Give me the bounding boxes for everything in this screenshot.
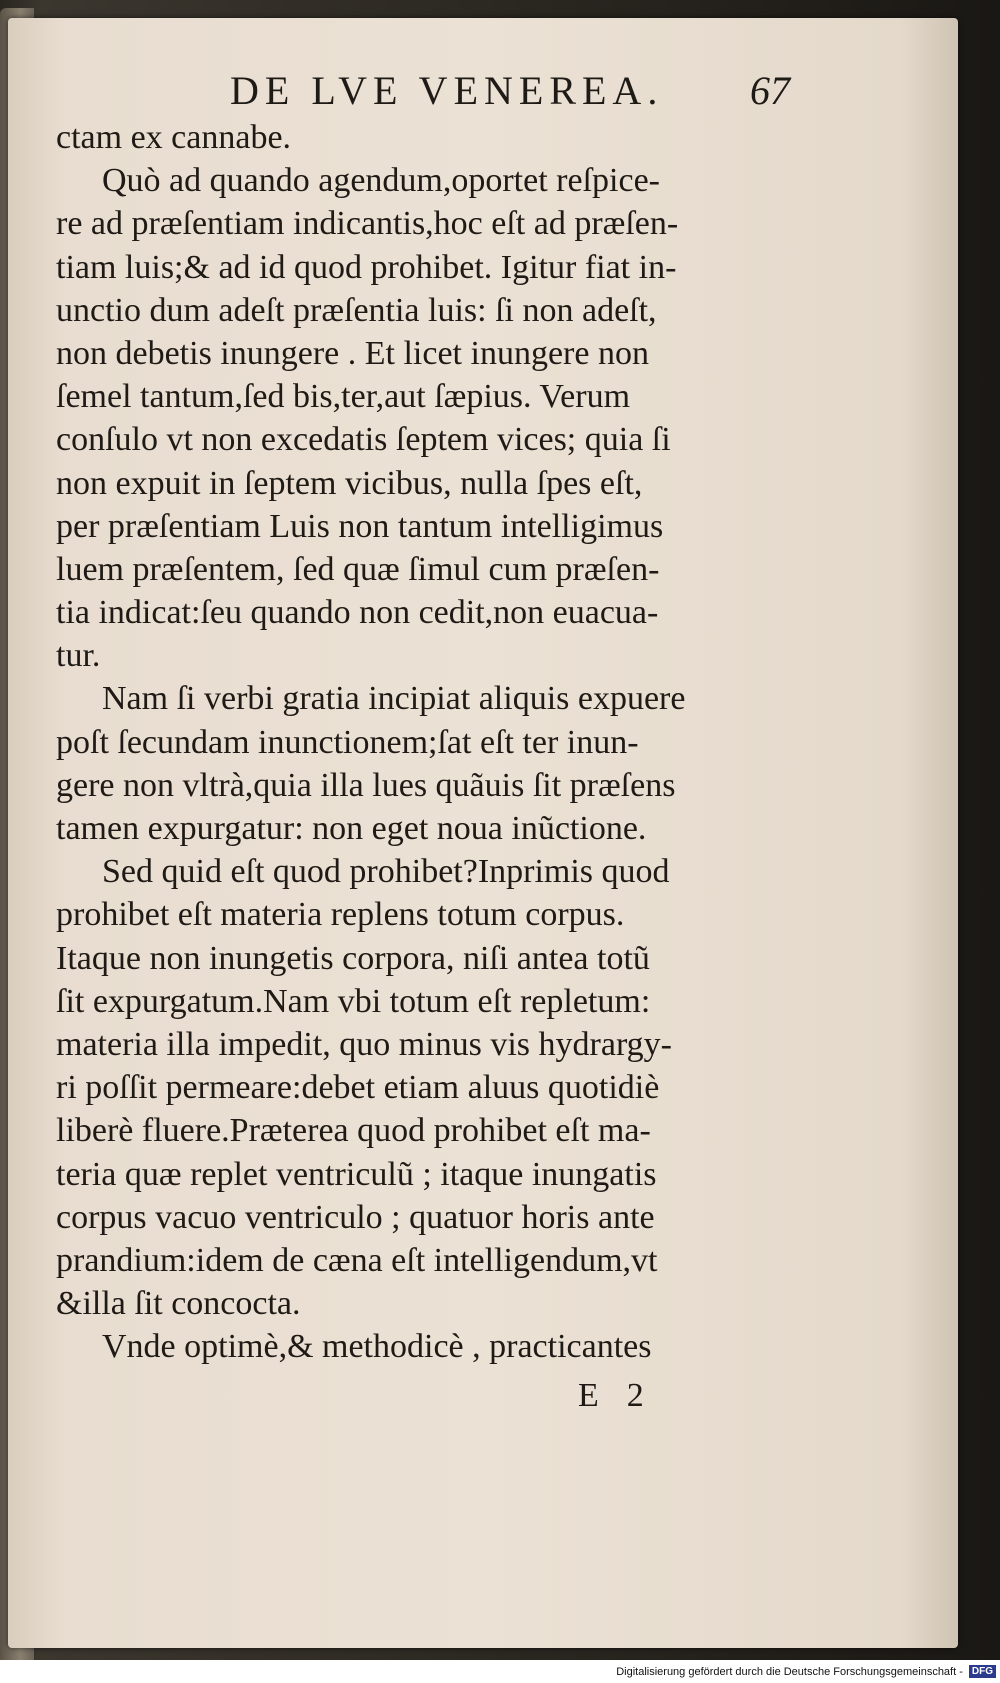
page-number: 67 bbox=[750, 67, 790, 113]
text-line: unctio dum adeſt præſentia luis: ſi non adeſt, bbox=[56, 291, 657, 329]
text-line: gere non vltrà,quia illa lues quãuis ſit præſens bbox=[56, 766, 676, 804]
text-line: ſemel tantum,ſed bis,ter,aut ſæpius. Verum bbox=[56, 378, 631, 416]
signature-mark bbox=[578, 1374, 718, 1418]
dfg-logo: DFG bbox=[969, 1665, 996, 1678]
text-line: Itaque non inungetis corpora, niſi antea totũ bbox=[56, 939, 650, 977]
text-line: prandium:idem de cæna eſt intelligendum,vt bbox=[56, 1241, 658, 1279]
text-line: prohibet eſt materia replens totum corpus. bbox=[56, 896, 625, 934]
text-line: tia indicat:ſeu quando non cedit,non euacua- bbox=[56, 594, 659, 632]
text-line: ri poſſit permeare:debet etiam aluus quotidiè bbox=[56, 1069, 660, 1107]
text-line: tur. bbox=[56, 637, 101, 675]
text-line: poſt ſecundam inunctionem;ſat eſt ter inun- bbox=[56, 723, 639, 761]
text-line: Vnde optimè,& methodicè , practicantes bbox=[102, 1328, 652, 1366]
text-line: conſulo vt non excedatis ſeptem vices; quia ſi bbox=[56, 421, 671, 459]
text-line: ſit expurgatum.Nam vbi totum eſt repletum: bbox=[56, 982, 651, 1020]
body-text bbox=[56, 116, 771, 1368]
text-line: Nam ſi verbi gratia incipiat aliquis expuere bbox=[102, 680, 686, 718]
text-line: tamen expurgatur: non eget noua inũctione. bbox=[56, 810, 647, 847]
text-line: &illa ſit concocta. bbox=[56, 1285, 301, 1323]
footer-bar bbox=[0, 1660, 1000, 1683]
text-line: teria quæ replet ventriculũ ; itaque inungatis bbox=[56, 1155, 657, 1193]
text-line: non debetis inungere . Et licet inungere non bbox=[56, 334, 649, 372]
running-title: DE LVE VENEREA. bbox=[230, 67, 664, 113]
footer-credit: Digitalisierung gefördert durch die Deutsche Forschungsgemeinschaft - bbox=[616, 1665, 963, 1678]
text-line: luem præſentem, ſed quæ ſimul cum præſen- bbox=[56, 550, 660, 588]
text-line: corpus vacuo ventriculo ; quatuor horis ante bbox=[56, 1198, 655, 1236]
text-line: Sed quid eſt quod prohibet?Inprimis quod bbox=[102, 853, 670, 891]
signature-letter: E bbox=[578, 1377, 599, 1414]
text-line: liberè fluere.Præterea quod prohibet eſt ma- bbox=[56, 1112, 651, 1150]
text-line: Quò ad quando agendum,oportet reſpice- bbox=[102, 162, 660, 200]
text-line: non expuit in ſeptem vicibus, nulla ſpes eſt, bbox=[56, 464, 643, 502]
text-line: materia illa impedit, quo minus vis hydrargy- bbox=[56, 1025, 672, 1063]
text-line: tiam luis;& ad id quod prohibet. Igitur fiat in- bbox=[56, 248, 677, 286]
text-line: ctam ex cannabe. bbox=[56, 119, 292, 156]
text-line: re ad præſentiam indicantis,hoc eſt ad præſen- bbox=[56, 205, 679, 243]
text-line: per præſentiam Luis non tantum intelligimus bbox=[56, 507, 664, 545]
page-header bbox=[230, 60, 790, 120]
signature-number: 2 bbox=[626, 1377, 644, 1414]
